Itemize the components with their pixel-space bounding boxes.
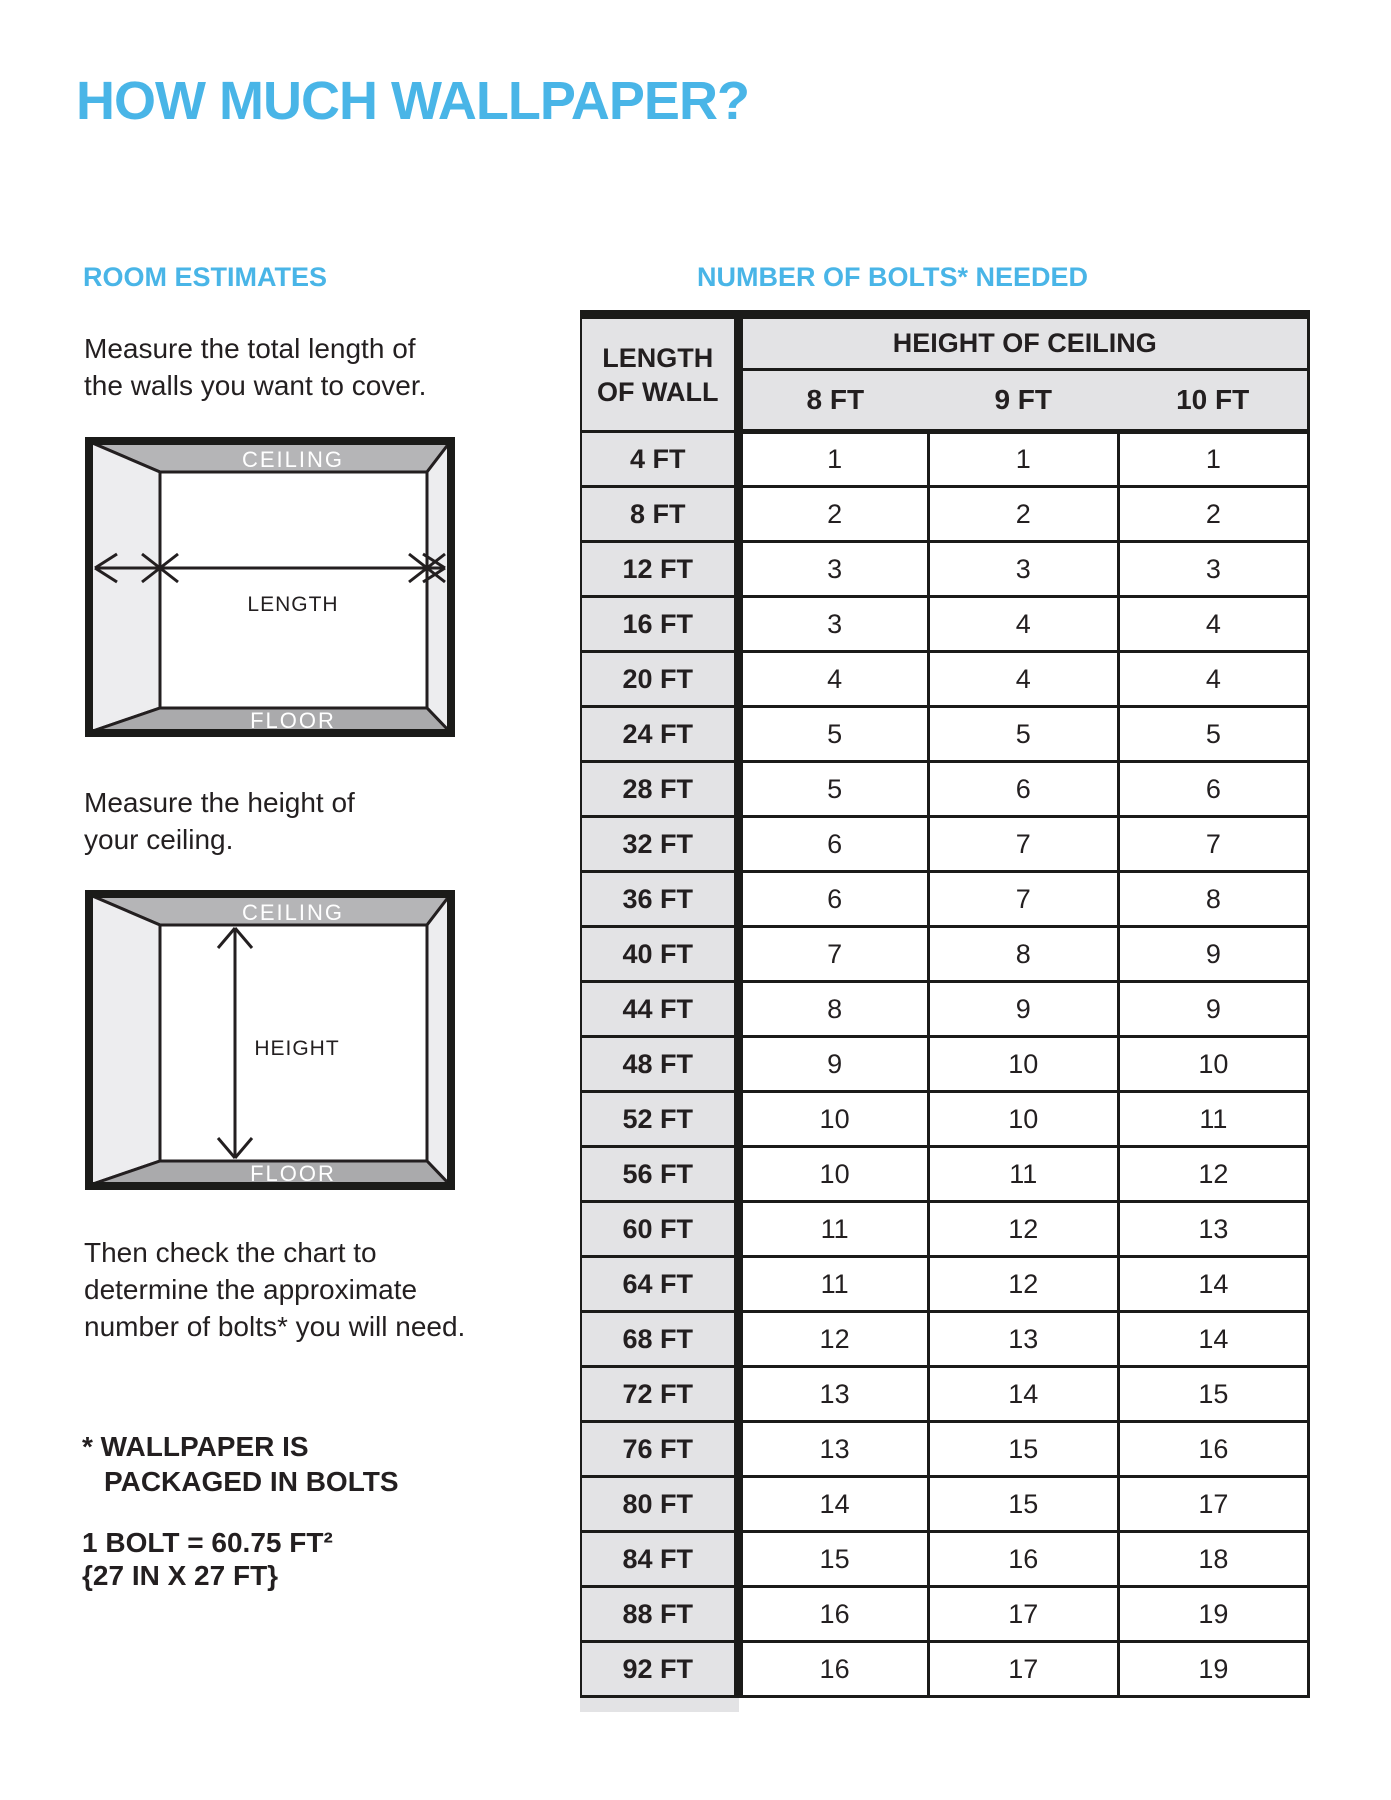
bolt-count-cell: 1 [928,432,1118,487]
bolt-count-cell: 7 [738,927,928,982]
table-row [581,1257,1309,1312]
bolt-count-cell: 13 [738,1367,928,1422]
page-title: HOW MUCH WALLPAPER? [76,71,749,131]
text-line: Then check the chart to [84,1237,377,1268]
bolt-count-cell: 6 [738,872,928,927]
text-line: determine the approximate [84,1274,418,1305]
bolt-count-cell: 1 [738,432,928,487]
table-row [581,927,1309,982]
footnote-line: PACKAGED IN BOLTS [104,1466,399,1497]
left-wall-face [90,895,160,1185]
table-row [581,1367,1309,1422]
wallpaper-bolts-footnote [82,1429,399,1499]
bolt-count-cell: 13 [738,1422,928,1477]
row-label: 56 FT [581,1147,738,1202]
bolt-count-cell: 18 [1118,1532,1308,1587]
table-header-row [581,315,1309,370]
bolt-count-cell: 14 [928,1367,1118,1422]
bolt-count-cell: 7 [928,817,1118,872]
bolt-count-cell: 3 [738,542,928,597]
row-label: 32 FT [581,817,738,872]
room-length-diagram [85,437,455,742]
row-label: 44 FT [581,982,738,1037]
table-row [581,1642,1309,1697]
bolt-count-cell: 14 [1118,1257,1308,1312]
table-row [581,982,1309,1037]
row-label: 76 FT [581,1422,738,1477]
room-length-diagram-svg [85,437,455,737]
instruction-measure-height [84,784,355,858]
bolt-count-cell: 12 [928,1257,1118,1312]
bolt-count-cell: 15 [928,1477,1118,1532]
bolt-equivalence-note [82,1526,333,1592]
table-row [581,1312,1309,1367]
table-row [581,872,1309,927]
table-row [581,597,1309,652]
row-label: 52 FT [581,1092,738,1147]
bolt-count-cell: 9 [738,1037,928,1092]
table-row [581,1147,1309,1202]
bolt-count-cell: 4 [928,597,1118,652]
table-footer-stub [580,1698,739,1712]
row-label: 24 FT [581,707,738,762]
bolt-count-cell: 11 [928,1147,1118,1202]
bolt-count-cell: 3 [738,597,928,652]
bolt-count-cell: 12 [1118,1147,1308,1202]
bolts-table-title: NUMBER OF BOLTS* NEEDED [697,262,1089,292]
bolt-count-cell: 13 [928,1312,1118,1367]
bolt-count-cell: 17 [928,1642,1118,1697]
table-row [581,817,1309,872]
bolt-count-cell: 9 [1118,927,1308,982]
header-line: OF WALL [597,376,719,407]
table-row [581,652,1309,707]
bolt-count-cell: 19 [1118,1642,1308,1697]
back-wall-face [160,472,427,708]
text-line: the walls you want to cover. [84,370,427,401]
text-line: Measure the total length of [84,333,416,364]
col-header-9ft: 9 FT [928,370,1118,432]
table-row [581,707,1309,762]
table-row [581,1587,1309,1642]
bolt-info-line: {27 IN X 27 FT} [82,1560,279,1591]
bolt-count-cell: 2 [1118,487,1308,542]
row-label: 80 FT [581,1477,738,1532]
row-label: 64 FT [581,1257,738,1312]
bolt-count-cell: 1 [1118,432,1308,487]
bolt-count-cell: 4 [928,652,1118,707]
bolt-count-cell: 4 [1118,652,1308,707]
row-label: 92 FT [581,1642,738,1697]
right-wall-face [427,895,450,1185]
right-wall-face [427,442,450,732]
bolt-count-cell: 8 [1118,872,1308,927]
table-row [581,1037,1309,1092]
bolt-count-cell: 2 [928,487,1118,542]
bolt-count-cell: 15 [738,1532,928,1587]
table-row [581,542,1309,597]
row-label: 48 FT [581,1037,738,1092]
bolt-count-cell: 6 [738,817,928,872]
bolt-count-cell: 16 [738,1642,928,1697]
bolt-count-cell: 9 [928,982,1118,1037]
bolt-count-cell: 17 [928,1587,1118,1642]
bolt-count-cell: 19 [1118,1587,1308,1642]
row-label: 4 FT [581,432,738,487]
table-row [581,1202,1309,1257]
bolt-count-cell: 3 [928,542,1118,597]
row-label: 72 FT [581,1367,738,1422]
room-estimates-heading: ROOM ESTIMATES [83,262,328,292]
bolt-count-cell: 6 [1118,762,1308,817]
bolt-count-cell: 2 [738,487,928,542]
ceiling-label: CEILING [241,900,345,925]
table-row [581,1422,1309,1477]
bolt-count-cell: 11 [738,1257,928,1312]
bolt-count-cell: 8 [738,982,928,1037]
row-label: 84 FT [581,1532,738,1587]
bolt-count-cell: 5 [738,762,928,817]
bolt-count-cell: 5 [1118,707,1308,762]
bolt-count-cell: 11 [1118,1092,1308,1147]
bolt-count-cell: 9 [1118,982,1308,1037]
instruction-measure-length [84,330,426,404]
row-label: 8 FT [581,487,738,542]
col-header-8ft: 8 FT [738,370,928,432]
bolt-count-cell: 8 [928,927,1118,982]
table-row [581,762,1309,817]
bolt-count-cell: 4 [1118,597,1308,652]
row-label: 68 FT [581,1312,738,1367]
bolt-count-cell: 14 [738,1477,928,1532]
bolt-count-cell: 16 [738,1587,928,1642]
bolt-count-cell: 7 [1118,817,1308,872]
bolt-count-cell: 4 [738,652,928,707]
row-label: 16 FT [581,597,738,652]
row-label: 88 FT [581,1587,738,1642]
length-of-wall-header [581,315,738,432]
bolts-table-section [580,310,1310,1712]
bolt-count-cell: 3 [1118,542,1308,597]
bolt-count-cell: 5 [738,707,928,762]
height-label: HEIGHT [254,1037,340,1060]
instruction-check-chart [84,1234,465,1345]
table-row [581,1477,1309,1532]
bolt-count-cell: 10 [738,1147,928,1202]
bolt-count-cell: 10 [1118,1037,1308,1092]
text-line: your ceiling. [84,824,234,855]
bolt-count-cell: 15 [1118,1367,1308,1422]
bolt-count-cell: 10 [928,1037,1118,1092]
bolt-count-cell: 10 [928,1092,1118,1147]
bolt-count-cell: 16 [1118,1422,1308,1477]
room-height-diagram-svg [85,890,455,1190]
bolts-table [580,310,1310,1698]
floor-label: FLOOR [250,708,336,733]
row-label: 36 FT [581,872,738,927]
row-label: 20 FT [581,652,738,707]
bolt-count-cell: 15 [928,1422,1118,1477]
bolt-count-cell: 5 [928,707,1118,762]
bolt-count-cell: 6 [928,762,1118,817]
bolt-count-cell: 11 [738,1202,928,1257]
height-of-ceiling-header: HEIGHT OF CEILING [738,315,1309,370]
table-row [581,432,1309,487]
length-label: LENGTH [247,593,339,616]
row-label: 40 FT [581,927,738,982]
col-header-10ft: 10 FT [1118,370,1308,432]
bolt-info-line: 1 BOLT = 60.75 FT² [82,1527,333,1558]
bolt-count-cell: 17 [1118,1477,1308,1532]
floor-label: FLOOR [250,1161,336,1186]
header-line: LENGTH [602,342,714,373]
ceiling-label: CEILING [241,447,345,472]
bolt-count-cell: 12 [738,1312,928,1367]
footnote-line: * WALLPAPER IS [82,1431,309,1462]
bolt-count-cell: 12 [928,1202,1118,1257]
left-wall-face [90,442,160,732]
bolt-count-cell: 10 [738,1092,928,1147]
bolt-count-cell: 14 [1118,1312,1308,1367]
bolt-count-cell: 16 [928,1532,1118,1587]
row-label: 60 FT [581,1202,738,1257]
text-line: number of bolts* you will need. [84,1311,466,1342]
room-height-diagram [85,890,455,1195]
table-row [581,1092,1309,1147]
text-line: Measure the height of [84,787,355,818]
row-label: 12 FT [581,542,738,597]
row-label: 28 FT [581,762,738,817]
table-row [581,1532,1309,1587]
bolt-count-cell: 13 [1118,1202,1308,1257]
table-row [581,487,1309,542]
bolt-count-cell: 7 [928,872,1118,927]
